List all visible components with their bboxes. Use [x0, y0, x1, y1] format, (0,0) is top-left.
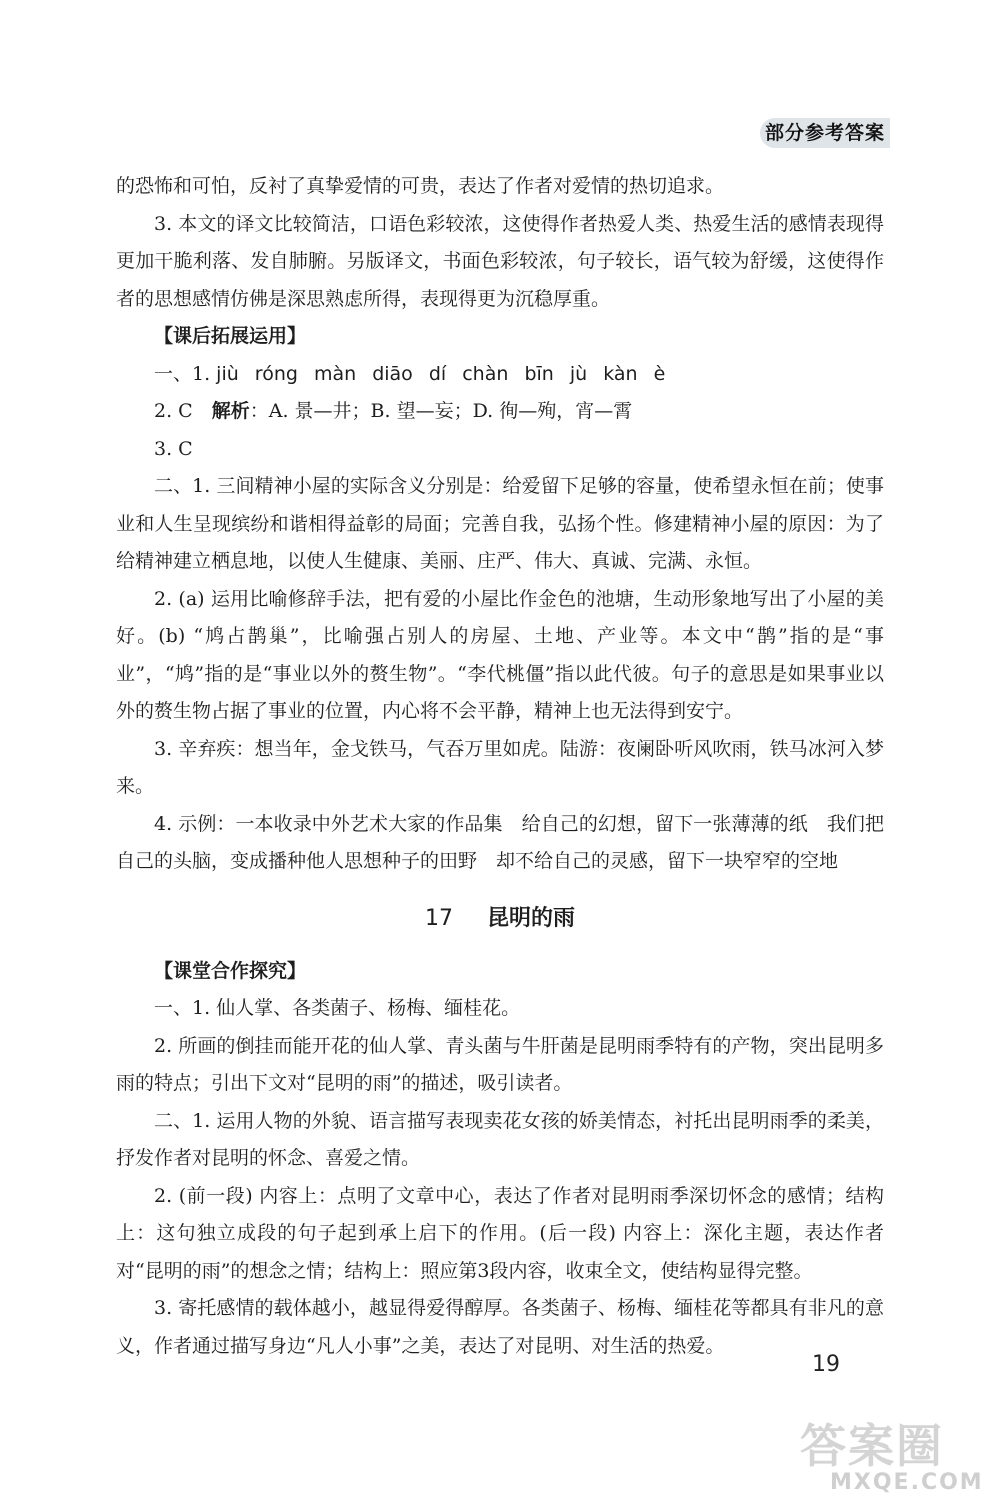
paragraph: 2. (前一段) 内容上：点明了文章中心，表达了作者对昆明雨季深切怀念的感情；结构上：这句独立成段的句子起到承上启下的作用。(后一段) 内容上：深化主题，表达作者对“昆明的雨”的想念之情；结构上：照应第3段内容，收束全文，使结构显得完整。 — [116, 1184, 884, 1282]
paragraph: 3. 寄托感情的载体越小，越显得爱得醇厚。各类菌子、杨梅、缅桂花等都具有非凡的意义，作者通过描写身边“凡人小事”之美，表达了对昆明、对生活的热爱。 — [116, 1297, 884, 1357]
pinyin-answers: jiù róng màn diāo dí chàn bīn jù kàn è — [216, 362, 666, 385]
watermark-text: 答案圈 — [800, 1419, 944, 1473]
item-number: 一、1. — [154, 362, 217, 385]
page-number: 19 — [812, 1352, 840, 1377]
paragraph: 3. 辛弃疾：想当年，金戈铁马，气吞万里如虎。陆游：夜阑卧听风吹雨，铁马冰河入梦来。 — [116, 737, 884, 797]
paragraph: 二、1. 三间精神小屋的实际含义分别是：给爱留下足够的容量，使希望永恒在前；使事业和人生呈现缤纷和谐相得益彰的局面；完善自我，弘扬个性。修建精神小屋的原因：为了给精神建立栖息地，以使人生健康、美丽、庄严、伟大、真诚、完满、永恒。 — [116, 475, 884, 572]
section-heading: 【课堂合作探究】 — [154, 959, 307, 982]
chapter-title — [116, 899, 884, 939]
chapter-number: 17 — [424, 905, 453, 931]
paragraph: 的恐怖和可怕，反衬了真挚爱情的可贵，表达了作者对爱情的热切追求。 — [116, 175, 725, 197]
paragraph: 2. (a) 运用比喻修辞手法，把有爱的小屋比作金色的池塘，生动形象地写出了小屋的美好。(b) “鸠占鹊巢”，比喻强占别人的房屋、土地、产业等。本文中“鹊”指的是“事业”，“鸠”指的是“事业以外的赘生物”。“李代桃僵”指以此代彼。句子的意思是如果事业以外的赘生物占据了事业的位置，内心将不会平静，精神上也无法得到安宁。 — [116, 587, 884, 722]
analysis-label: 解析 — [211, 400, 250, 422]
paragraph: 二、1. 运用人物的外貌、语言描写表现卖花女孩的娇美情态，衬托出昆明雨季的柔美，抒发作者对昆明的怀念、喜爱之情。 — [116, 1109, 884, 1169]
section-heading: 【课后拓展运用】 — [154, 325, 307, 347]
chapter-name: 昆明的雨 — [486, 905, 575, 931]
paragraph — [116, 356, 884, 394]
paragraph: 3. C — [154, 437, 193, 460]
paragraph: 2. 所画的倒挂而能开花的仙人掌、青头菌与牛肝菌是昆明雨季特有的产物，突出昆明多雨的特点；引出下文对“昆明的雨”的描述，吸引读者。 — [116, 1034, 884, 1094]
item-number: 2. C — [154, 400, 212, 422]
paragraph: 4. 示例：一本收录中外艺术大家的作品集 给自己的幻想，留下一张薄薄的纸 我们把自己的头脑，变成播种他人思想种子的田野 却不给自己的灵感，留下一块窄窄的空地 — [116, 812, 884, 872]
answer-content — [116, 168, 884, 1365]
watermark-logo — [800, 1410, 990, 1502]
paragraph: 一、1. 仙人掌、各类菌子、杨梅、缅桂花。 — [154, 997, 521, 1019]
analysis-text: ：A. 景—井；B. 望—妄；D. 徇—殉，宵—霄 — [249, 400, 633, 422]
section-badge: 部分参考答案 — [760, 118, 890, 148]
paragraph: 3. 本文的译文比较简洁，口语色彩较浓，这使得作者热爱人类、热爱生活的感情表现得更加干脆利落、发自肺腑。另版译文，书面色彩较浓，句子较长，语气较为舒缓，这使得作者的思想感情仿佛是深思熟虑所得，表现得更为沉稳厚重。 — [116, 212, 884, 310]
paragraph — [116, 393, 884, 431]
watermark-url: MXQE.COM — [830, 1470, 984, 1495]
